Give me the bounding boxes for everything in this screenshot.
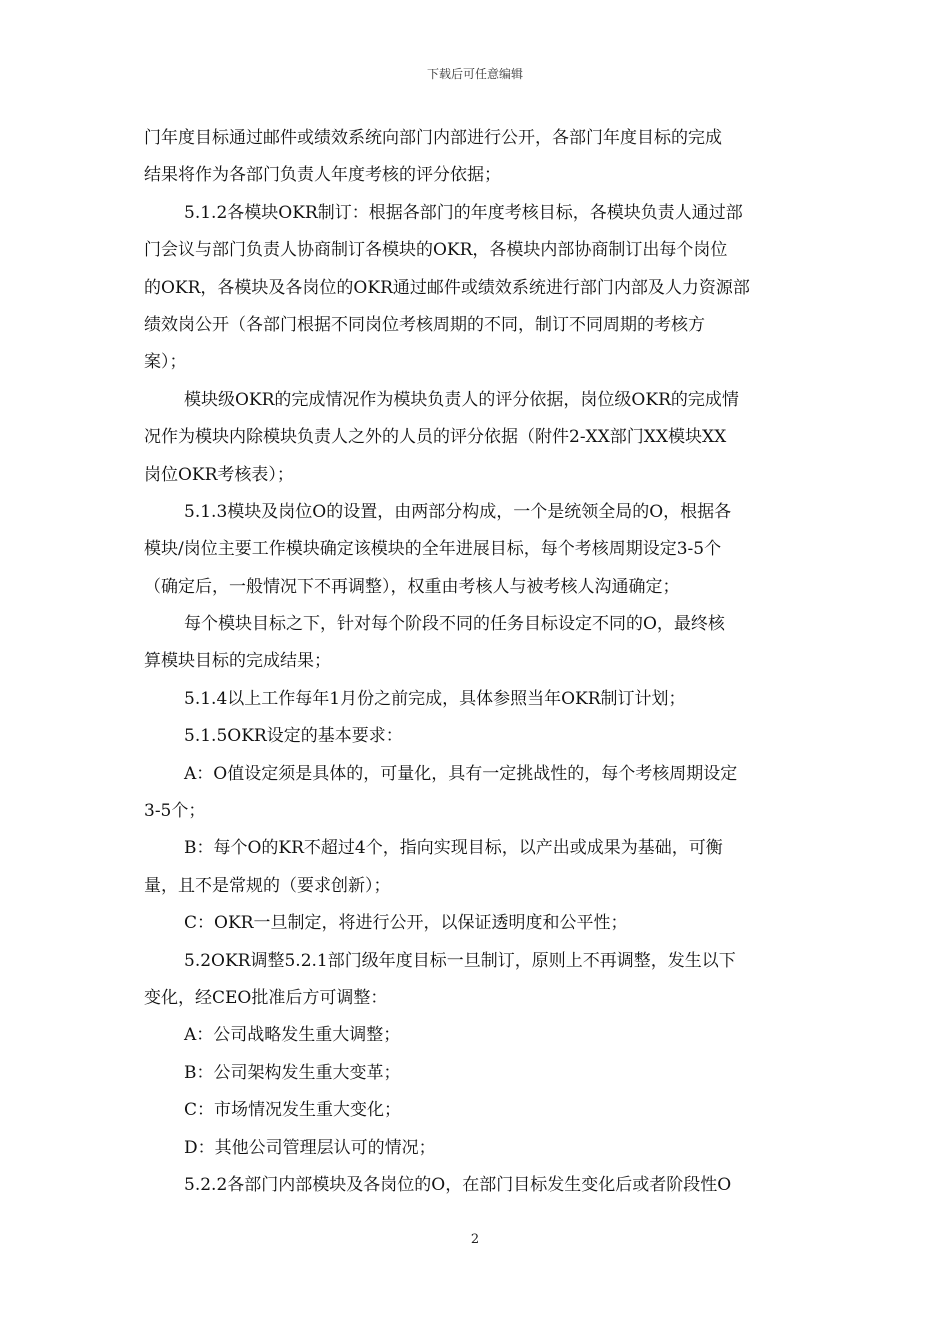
text-line: 每个模块目标之下，针对每个阶段不同的任务目标设定不同的O，最终核 xyxy=(184,614,725,635)
text-line: B：每个O的KR不超过4个，指向实现目标，以产出或成果为基础，可衡 xyxy=(184,838,723,859)
text-line: 5.1.4以上工作每年1月份之前完成，具体参照当年OKR制订计划； xyxy=(184,688,686,709)
text-line: 案）； xyxy=(144,352,187,373)
page-header: 下载后可任意编辑 xyxy=(426,67,523,81)
page-number: 2 xyxy=(470,1232,480,1247)
text-line: B：公司架构发生重大变革； xyxy=(184,1062,401,1083)
text-line: 量，且不是常规的（要求创新）； xyxy=(144,875,391,896)
text-line: C：市场情况发生重大变化； xyxy=(184,1100,402,1121)
text-line: 模块级OKR的完成情况作为模块负责人的评分依据，岗位级OKR的完成情 xyxy=(184,389,739,410)
text-line: C：OKR一旦制定，将进行公开，以保证透明度和公平性； xyxy=(184,913,628,934)
text-line: 5.1.3模块及岗位O的设置，由两部分构成，一个是统领全局的O，根据各 xyxy=(184,501,732,522)
text-line: 算模块目标的完成结果； xyxy=(144,651,331,672)
text-line: A：公司战略发生重大调整； xyxy=(184,1025,401,1046)
text-line: 变化，经CEO批准后方可调整： xyxy=(144,987,388,1008)
text-line: 5.1.2各模块OKR制订：根据各部门的年度考核目标，各模块负责人通过部 xyxy=(184,202,743,223)
text-line: 门会议与部门负责人协商制订各模块的OKR，各模块内部协商制订出每个岗位 xyxy=(144,240,728,261)
text-line: 模块/岗位主要工作模块确定该模块的全年进展目标，每个考核周期设定3-5个 xyxy=(144,539,722,560)
text-line: 5.2.2各部门内部模块及各岗位的O，在部门目标发生变化后或者阶段性O xyxy=(184,1174,732,1195)
text-line: 门年度目标通过邮件或绩效系统向部门内部进行公开，各部门年度目标的完成 xyxy=(144,128,722,148)
text-line: 5.2OKR调整5.2.1部门级年度目标一旦制订，原则上不再调整，发生以下 xyxy=(184,950,736,971)
text-line: 的OKR，各模块及各岗位的OKR通过邮件或绩效系统进行部门内部及人力资源部 xyxy=(144,277,750,298)
text-line: A：O值设定须是具体的，可量化，具有一定挑战性的，每个考核周期设定 xyxy=(184,763,738,784)
text-line: 岗位OKR考核表）； xyxy=(144,464,294,485)
text-line: 结果将作为各部门负责人年度考核的评分依据； xyxy=(144,165,501,186)
text-line: （确定后，一般情况下不再调整），权重由考核人与被考核人沟通确定； xyxy=(144,576,680,597)
text-line: 况作为模块内除模块负责人之外的人员的评分依据（附件2-XX部门XX模块XX xyxy=(144,427,727,448)
text-line: 5.1.5OKR设定的基本要求： xyxy=(184,726,403,747)
text-line: D：其他公司管理层认可的情况； xyxy=(184,1137,436,1158)
document-body xyxy=(144,124,810,1208)
text-line: 3-5个； xyxy=(144,801,206,822)
text-line: 绩效岗公开（各部门根据不同岗位考核周期的不同，制订不同周期的考核方 xyxy=(144,314,705,335)
